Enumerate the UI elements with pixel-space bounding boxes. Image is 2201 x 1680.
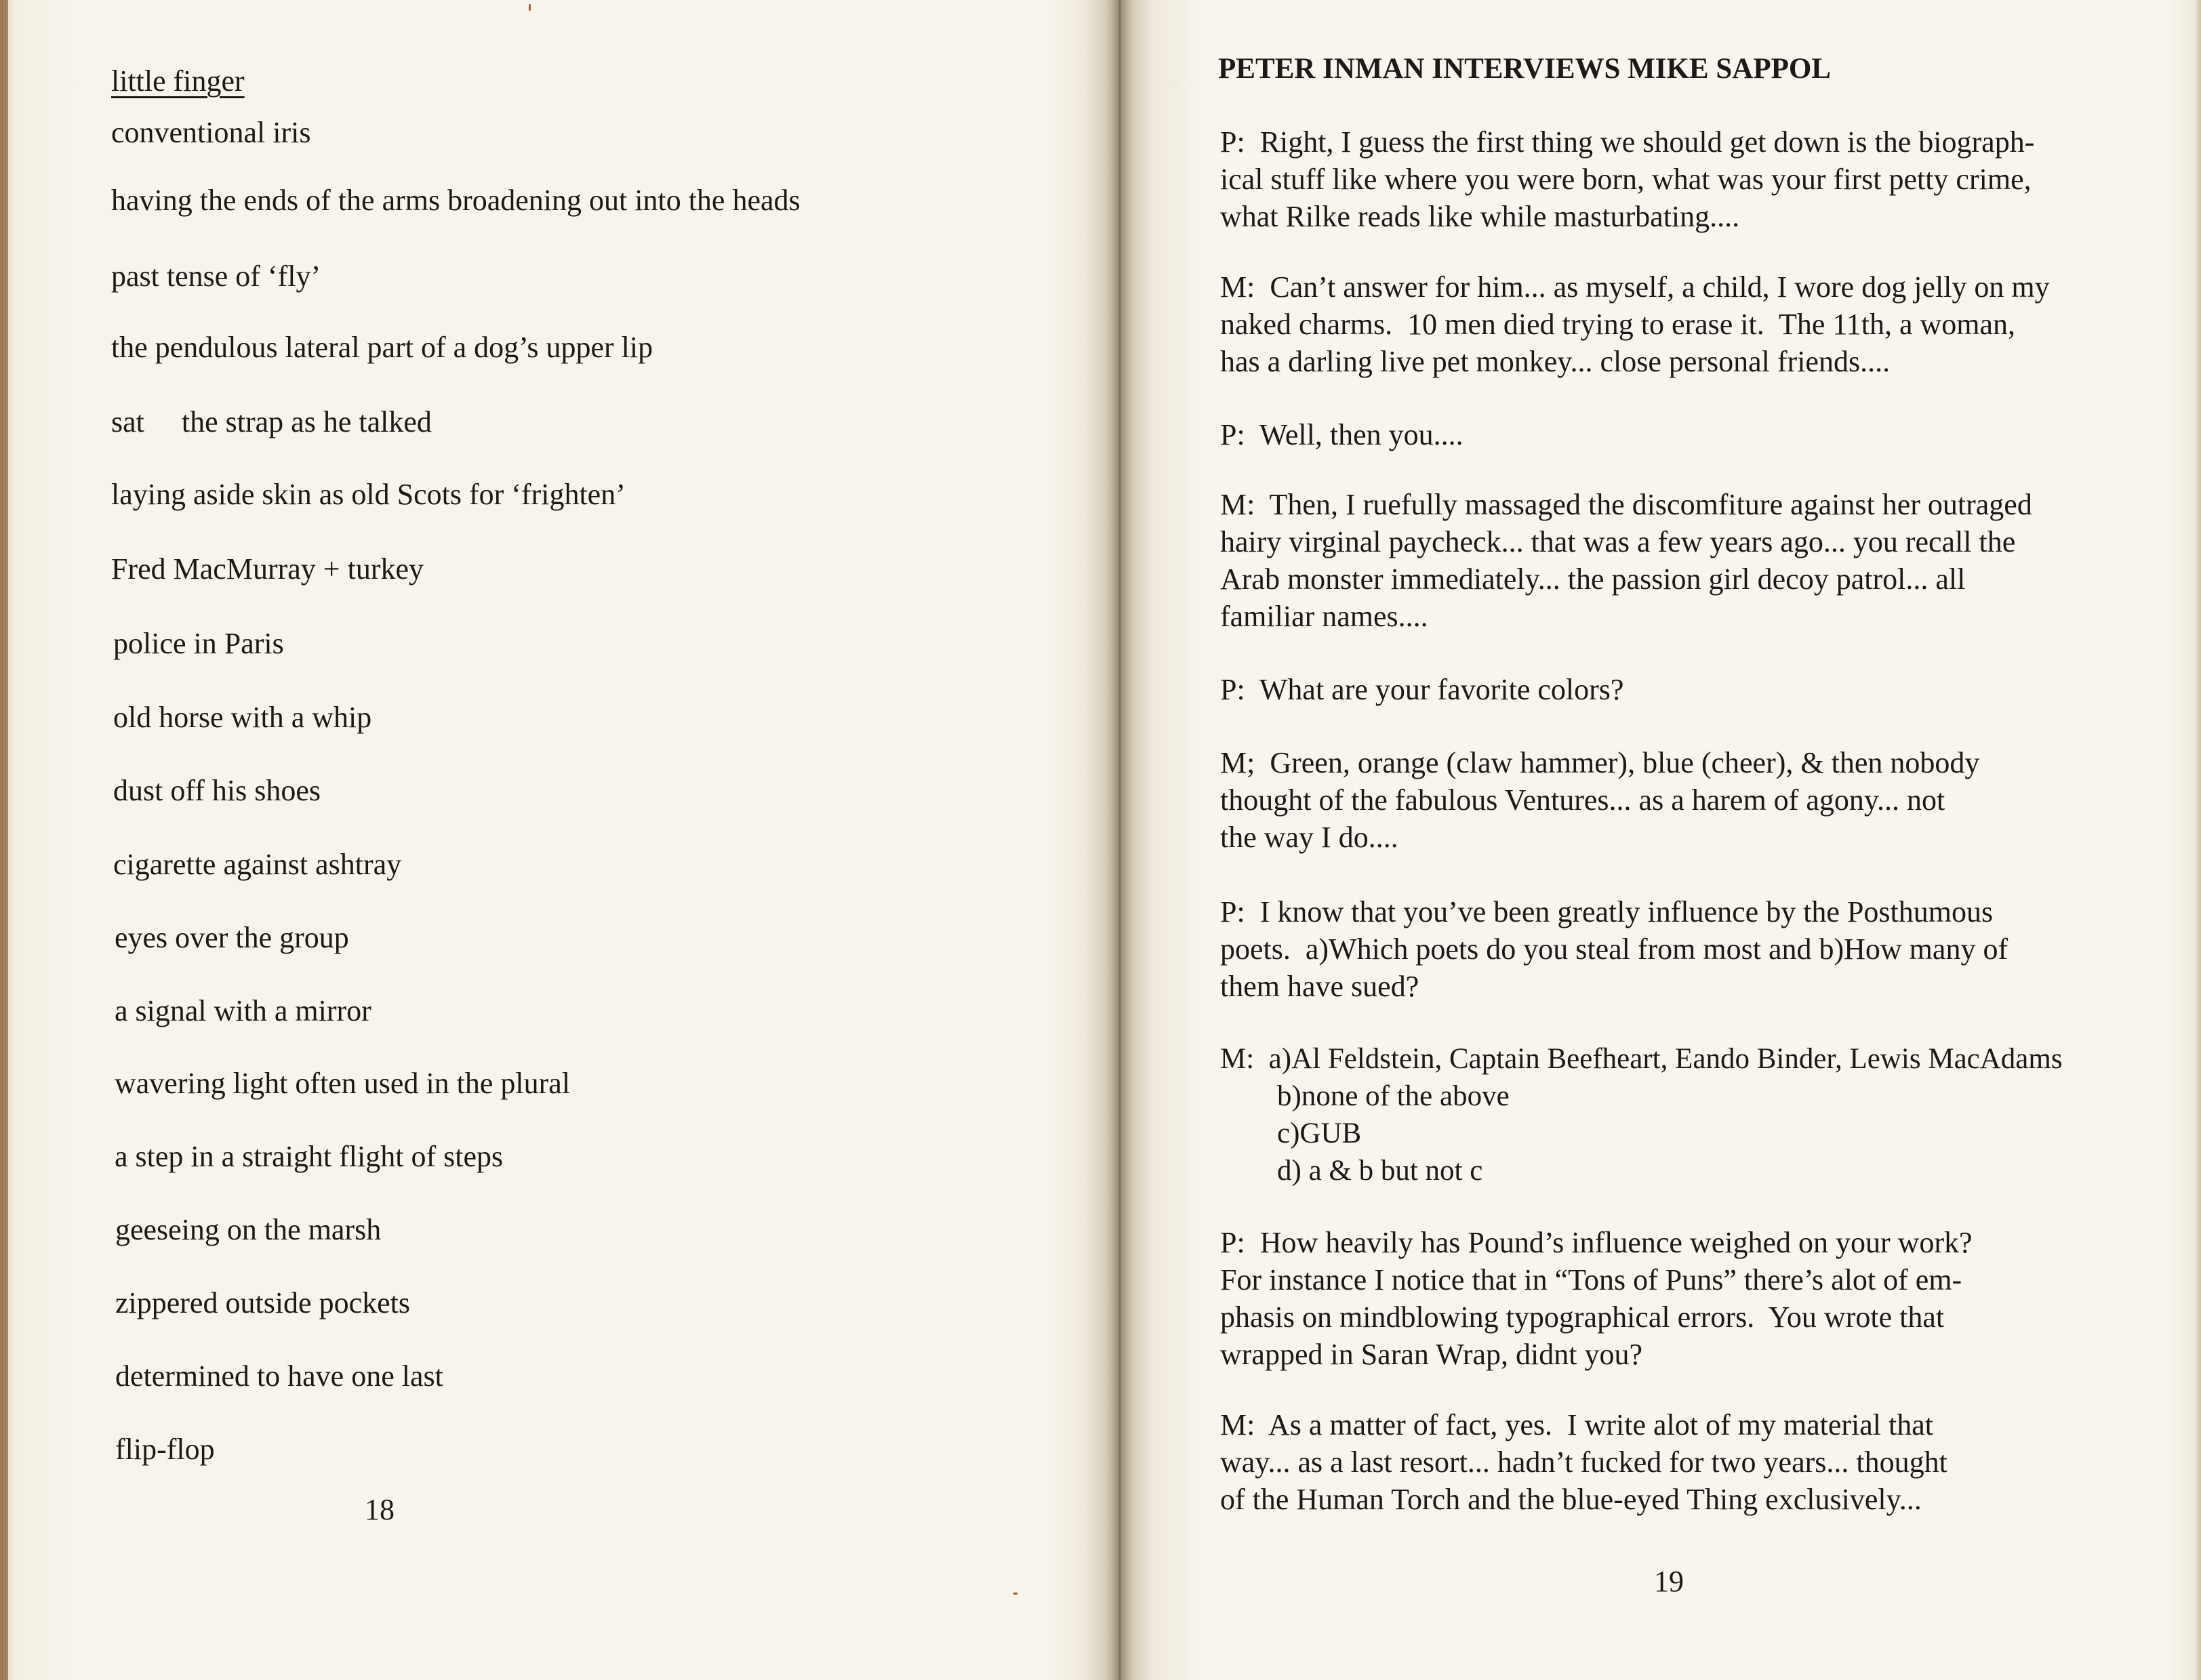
paragraph-line: c)GUB — [1277, 1118, 1362, 1149]
entry-18: determined to have one last — [115, 1359, 443, 1393]
interview-paragraph-4 — [1220, 486, 2169, 635]
entry-11: cigarette against ashtray — [113, 848, 402, 881]
paragraph-line: them have sued? — [1220, 970, 1419, 1003]
interview-paragraph-3 — [1220, 416, 2169, 453]
paragraph-line: way... as a last resort... hadn’t fucked for two years... thought — [1220, 1446, 1947, 1479]
entry-3: past tense of ‘fly’ — [111, 260, 321, 293]
entry-4: the pendulous lateral part of a dog’s upper lip — [111, 331, 653, 364]
entry-15: a step in a straight flight of steps — [115, 1140, 504, 1173]
paragraph-line: P: Well, then you.... — [1220, 418, 1463, 451]
entry-1: conventional iris — [111, 116, 311, 149]
paragraph-line: ical stuff like where you were born, what was your first petty crime, — [1220, 163, 2032, 196]
paragraph-line: the way I do.... — [1220, 821, 1398, 854]
left-heading — [111, 64, 245, 99]
paragraph-line: naked charms. 10 men died trying to erase it. The 11th, a woman, — [1220, 308, 2016, 341]
paragraph-line: familiar names.... — [1220, 600, 1428, 633]
paragraph-line: hairy virginal paycheck... that was a few years ago... you recall the — [1220, 525, 2016, 558]
ink-speck — [1013, 1593, 1017, 1595]
paragraph-line: M: Then, I ruefully massaged the discomfiture against her outraged — [1220, 488, 2032, 521]
entry-17: zippered outside pockets — [115, 1286, 410, 1319]
interview-paragraph-2 — [1220, 268, 2169, 380]
interview-paragraph-9 — [1220, 1224, 2169, 1373]
entry-8: police in Paris — [113, 627, 284, 660]
entry-2: having the ends of the arms broadening out into the heads — [111, 184, 801, 217]
entry-16: geeseing on the marsh — [115, 1213, 382, 1246]
paragraph-line: M: a)Al Feldstein, Captain Beefheart, Eando Binder, Lewis MacAdams — [1220, 1043, 2063, 1075]
entry-12: eyes over the group — [115, 921, 349, 954]
entry-9: old horse with a whip — [113, 701, 372, 734]
entry-19: flip-flop — [115, 1433, 215, 1466]
paragraph-line: P: How heavily has Pound’s influence weighed on your work? — [1220, 1226, 1973, 1259]
entry-5: sat the strap as he talked — [111, 405, 432, 438]
paragraph-line: b)none of the above — [1277, 1080, 1510, 1112]
interview-paragraph-5 — [1220, 671, 2169, 708]
page-number-right: 19 — [1654, 1565, 1684, 1598]
ink-speck — [529, 4, 531, 11]
entry-13: a signal with a mirror — [115, 994, 371, 1027]
paragraph-line: M: Can’t answer for him... as myself, a child, I wore dog jelly on my — [1220, 270, 2050, 304]
paragraph-line: P: Right, I guess the first thing we should get down is the biograph- — [1220, 125, 2035, 159]
entry-7: Fred MacMurray + turkey — [111, 552, 424, 586]
paragraph-line: has a darling live pet monkey... close personal friends.... — [1220, 345, 1891, 378]
interview-paragraph-1 — [1220, 123, 2169, 235]
heading-text: little finger — [111, 64, 245, 98]
paragraph-line: thought of the fabulous Ventures... as a harem of agony... not — [1220, 783, 1945, 817]
paragraph-line: Arab monster immediately... the passion girl decoy patrol... all — [1220, 562, 1966, 596]
interview-paragraph-10 — [1220, 1406, 2169, 1518]
paragraph-line: d) a & b but not c — [1277, 1155, 1483, 1187]
paragraph-line: of the Human Torch and the blue-eyed Thing exclusively... — [1220, 1483, 1922, 1516]
paragraph-line: phasis on mindblowing typographical errors. You wrote that — [1220, 1300, 1945, 1334]
page-number-left: 18 — [365, 1493, 395, 1526]
paragraph-line: M; Green, orange (claw hammer), blue (cheer), & then nobody — [1220, 746, 1980, 779]
interview-paragraph-6 — [1220, 744, 2169, 856]
entry-6: laying aside skin as old Scots for ‘frighten’ — [111, 478, 626, 511]
paragraph-line: For instance I notice that in “Tons of Puns” there’s alot of em- — [1220, 1263, 1962, 1296]
paragraph-line: M: As a matter of fact, yes. I write alot of my material that — [1220, 1408, 1934, 1441]
entry-14: wavering light often used in the plural — [115, 1067, 571, 1100]
paragraph-line: P: What are your favorite colors? — [1220, 673, 1624, 706]
paragraph-line: P: I know that you’ve been greatly influence by the Posthumous — [1220, 895, 1994, 928]
interview-title: PETER INMAN INTERVIEWS MIKE SAPPOL — [1218, 53, 1831, 85]
entry-10: dust off his shoes — [113, 774, 321, 807]
paragraph-line: poets. a)Which poets do you steal from most and b)How many of — [1220, 933, 2008, 966]
paragraph-line: wrapped in Saran Wrap, didnt you? — [1220, 1338, 1643, 1371]
interview-paragraph-7 — [1220, 893, 2169, 1005]
paragraph-line: what Rilke reads like while masturbating.... — [1220, 200, 1740, 233]
interview-paragraph-8 — [1220, 1040, 2169, 1189]
